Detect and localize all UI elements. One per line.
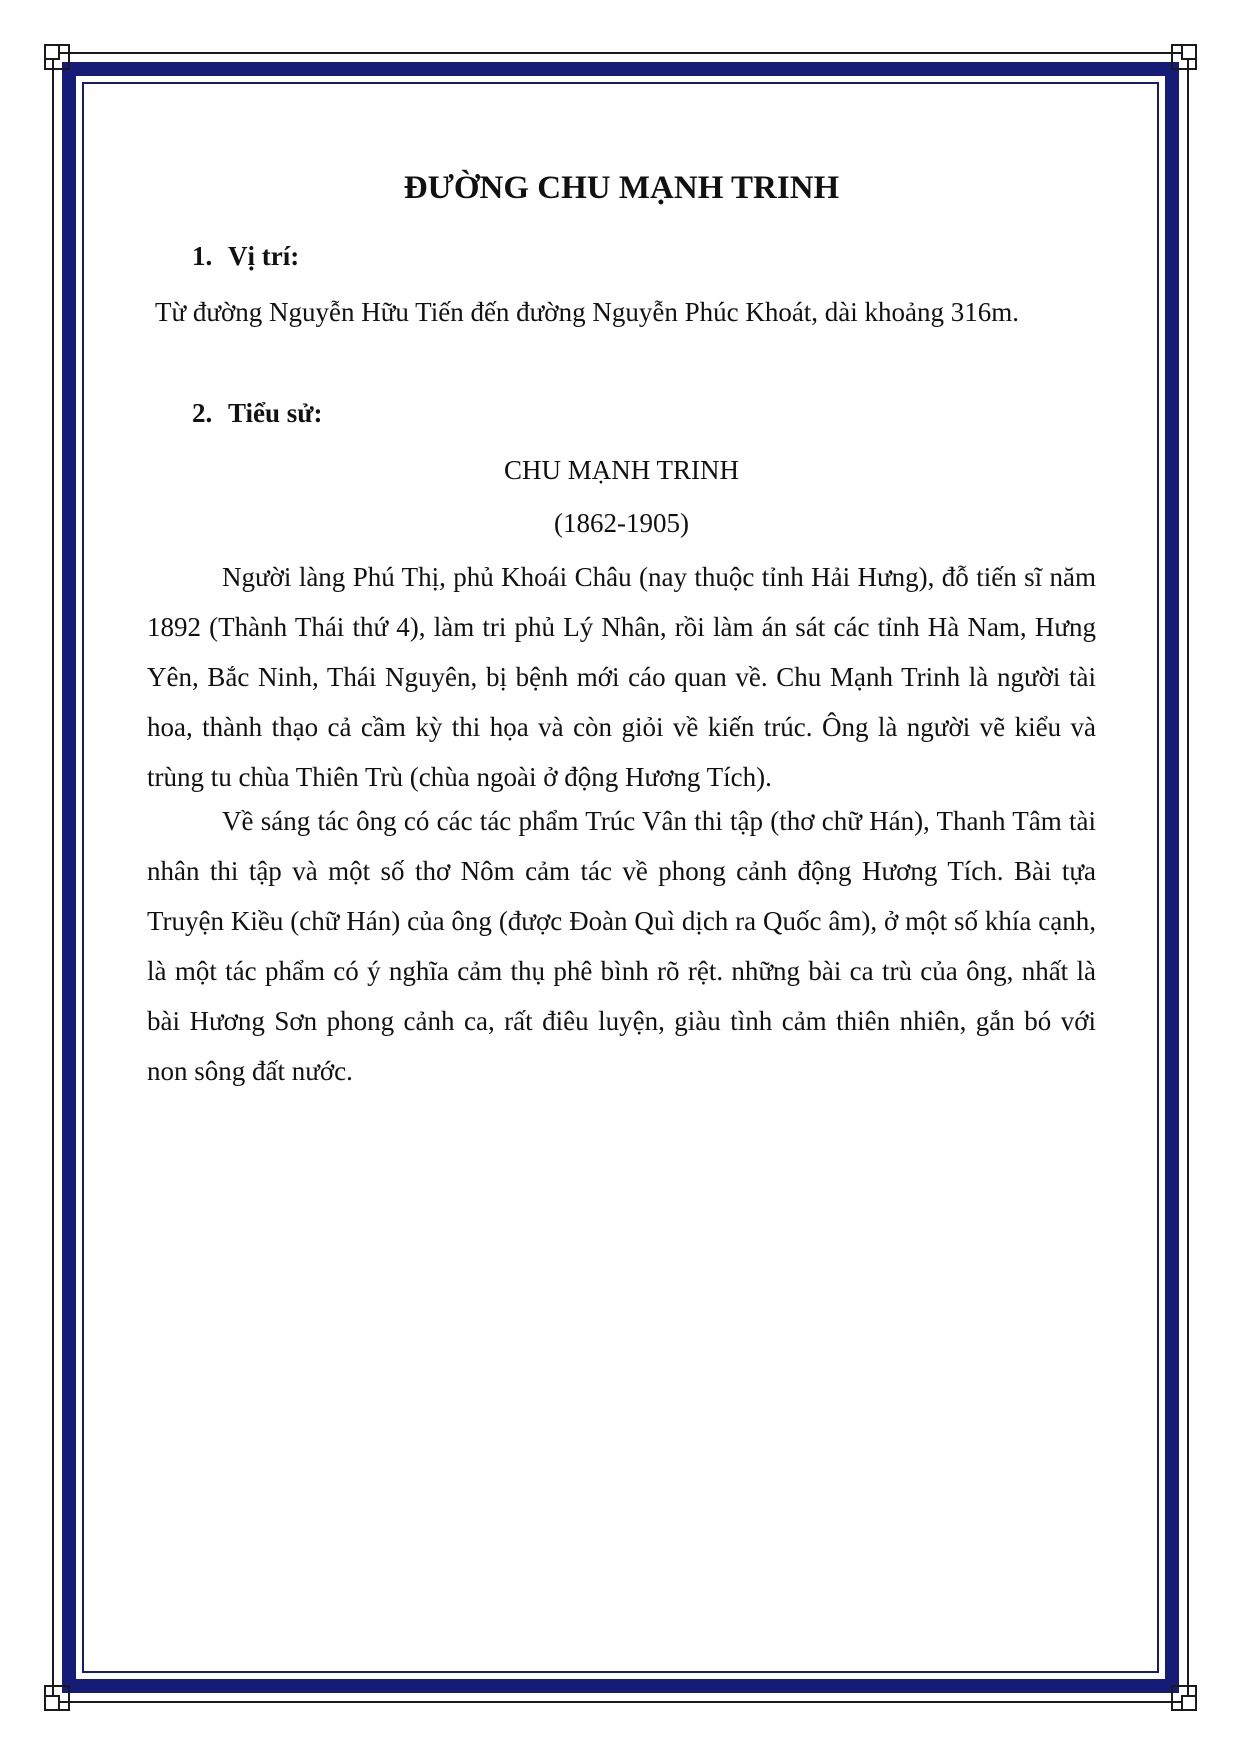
section-heading-location	[192, 236, 299, 276]
section-number: 1.	[192, 241, 213, 271]
section-heading-label: Tiểu sử:	[228, 398, 323, 428]
section-number: 2.	[192, 398, 213, 428]
bio-years: (1862-1905)	[554, 508, 689, 538]
document-title: ĐƯỜNG CHU MẠNH TRINH	[403, 170, 840, 206]
location-paragraph: Từ đường Nguyễn Hữu Tiến đến đường Nguyễn Phúc Khoát, dài khoảng 316m.	[155, 297, 1020, 327]
bio-paragraph-2: Về sáng tác ông có các tác phẩm Trúc Vân thi tập (thơ chữ Hán), Thanh Tâm tài nhân thi tập và một số thơ Nôm cảm tác về phong cảnh động Hương Tích. Bài tựa Truyện Kiều (chữ Hán) của ông (được Đoàn Quì dịch ra Quốc âm), ở một số khía cạnh, là một tác phẩm có ý nghĩa cảm thụ phê bình rõ rệt. những bài ca trù của ông, nhất là bài Hương Sơn phong cảnh ca, rất điêu luyện, giàu tình cảm thiên nhiên, gắn bó với non sông đất nước.	[147, 806, 1096, 1086]
bio-name: CHU MẠNH TRINH	[503, 455, 739, 485]
frame-corner-top-right	[1157, 44, 1197, 84]
frame-corner-bottom-right	[1157, 1671, 1197, 1711]
frame-corner-top-left	[44, 44, 84, 84]
bio-paragraph-1: Người làng Phú Thị, phủ Khoái Châu (nay thuộc tỉnh Hải Hưng), đỗ tiến sĩ năm 1892 (Thành Thái thứ 4), làm tri phủ Lý Nhân, rồi làm án sát các tỉnh Hà Nam, Hưng Yên, Bắc Ninh, Thái Nguyên, bị bệnh mới cáo quan về. Chu Mạnh Trinh là người tài hoa, thành thạo cả cầm kỳ thi họa và còn giỏi về kiến trúc. Ông là người vẽ kiểu và trùng tu chùa Thiên Trù (chùa ngoài ở động Hương Tích).	[147, 562, 1096, 792]
section-heading-biography	[192, 393, 322, 433]
section-heading-label: Vị trí:	[228, 241, 300, 271]
frame-corner-bottom-left	[44, 1671, 84, 1711]
